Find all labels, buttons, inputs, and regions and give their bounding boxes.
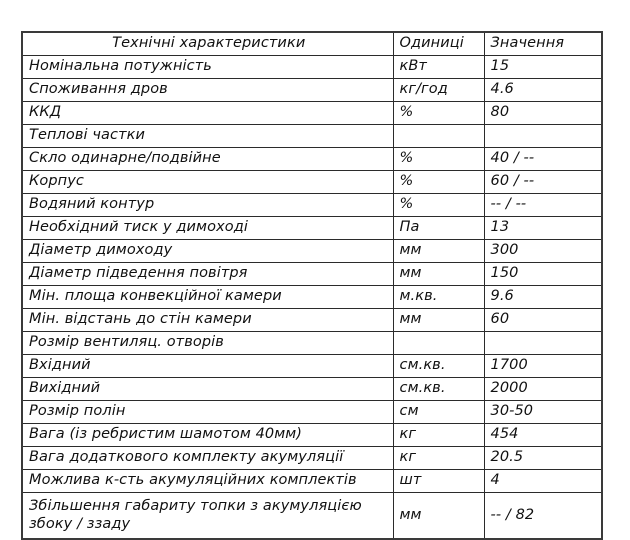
table-row [22,171,602,194]
row-label-cell: Вага (із ребристим шамотом 40мм) [22,424,393,447]
row-value-cell: 15 [484,56,602,79]
row-label-cell: Необхідний тиск у димоході [22,217,393,240]
row-unit-cell: кг [393,424,484,447]
technical-specifications-table [21,31,603,540]
row-label-cell: Вага додаткового комплекту акумуляції [22,447,393,470]
table-row [22,148,602,171]
table-row [22,286,602,309]
row-unit-cell: кг [393,447,484,470]
row-value-cell: 4 [484,470,602,493]
table-row [22,240,602,263]
table-header-row [22,32,602,56]
row-unit-cell: % [393,171,484,194]
row-label-cell: Розмір полін [22,401,393,424]
row-label-cell: Вхідний [22,355,393,378]
row-label-cell: Діаметр димоходу [22,240,393,263]
row-unit-cell: кВт [393,56,484,79]
row-unit-cell: мм [393,263,484,286]
row-unit-cell: % [393,194,484,217]
table-row [22,79,602,102]
table-row [22,401,602,424]
header-cell-name: Технічні характеристики [22,32,393,56]
row-unit-cell: Па [393,217,484,240]
row-unit-cell [393,125,484,148]
row-label-cell: Споживання дров [22,79,393,102]
header-cell-unit: Одиниці [393,32,484,56]
row-value-cell: 30-50 [484,401,602,424]
row-value-cell: 60 [484,309,602,332]
row-value-cell: 60 / -- [484,171,602,194]
row-value-cell: 13 [484,217,602,240]
row-unit-cell: кг/год [393,79,484,102]
table-row [22,355,602,378]
row-value-cell: 454 [484,424,602,447]
table-row [22,263,602,286]
row-value-cell: 4.6 [484,79,602,102]
row-value-cell: 40 / -- [484,148,602,171]
table-row [22,493,602,540]
row-label-cell: Можлива к-сть акумуляційних комплектів [22,470,393,493]
row-value-cell: 2000 [484,378,602,401]
row-unit-cell: см [393,401,484,424]
row-value-cell: 20.5 [484,447,602,470]
row-unit-cell: мм [393,309,484,332]
row-label-cell: Корпус [22,171,393,194]
row-label-cell: Діаметр підведення повітря [22,263,393,286]
row-unit-cell [393,332,484,355]
table-row [22,194,602,217]
header-cell-value: Значення [484,32,602,56]
row-label-cell: Номінальна потужність [22,56,393,79]
row-value-cell: -- / 82 [484,493,602,540]
row-value-cell: -- / -- [484,194,602,217]
row-label-cell: Вихідний [22,378,393,401]
row-unit-cell: м.кв. [393,286,484,309]
row-unit-cell: см.кв. [393,355,484,378]
row-label-cell: Водяний контур [22,194,393,217]
row-label-cell: Збільшення габариту топки з акумуляцією збоку / ззаду [22,493,393,540]
table-row [22,102,602,125]
row-value-cell [484,332,602,355]
table-row [22,332,602,355]
row-value-cell: 150 [484,263,602,286]
table-row [22,424,602,447]
row-label-cell: Мін. площа конвекційної камери [22,286,393,309]
row-value-cell: 80 [484,102,602,125]
row-label-cell: ККД [22,102,393,125]
table-row [22,378,602,401]
table-row [22,470,602,493]
row-unit-cell: % [393,102,484,125]
row-unit-cell: % [393,148,484,171]
table-row [22,125,602,148]
table-row [22,217,602,240]
row-value-cell [484,125,602,148]
row-unit-cell: мм [393,493,484,540]
row-value-cell: 1700 [484,355,602,378]
row-label-cell: Теплові частки [22,125,393,148]
table-row [22,447,602,470]
table-row [22,309,602,332]
table-body [22,32,602,539]
row-label-cell: Скло одинарне/подвійне [22,148,393,171]
row-unit-cell: см.кв. [393,378,484,401]
row-unit-cell: мм [393,240,484,263]
row-unit-cell: шт [393,470,484,493]
table-row [22,56,602,79]
row-label-cell: Мін. відстань до стін камери [22,309,393,332]
row-label-cell: Розмір вентиляц. отворів [22,332,393,355]
row-value-cell: 300 [484,240,602,263]
row-value-cell: 9.6 [484,286,602,309]
